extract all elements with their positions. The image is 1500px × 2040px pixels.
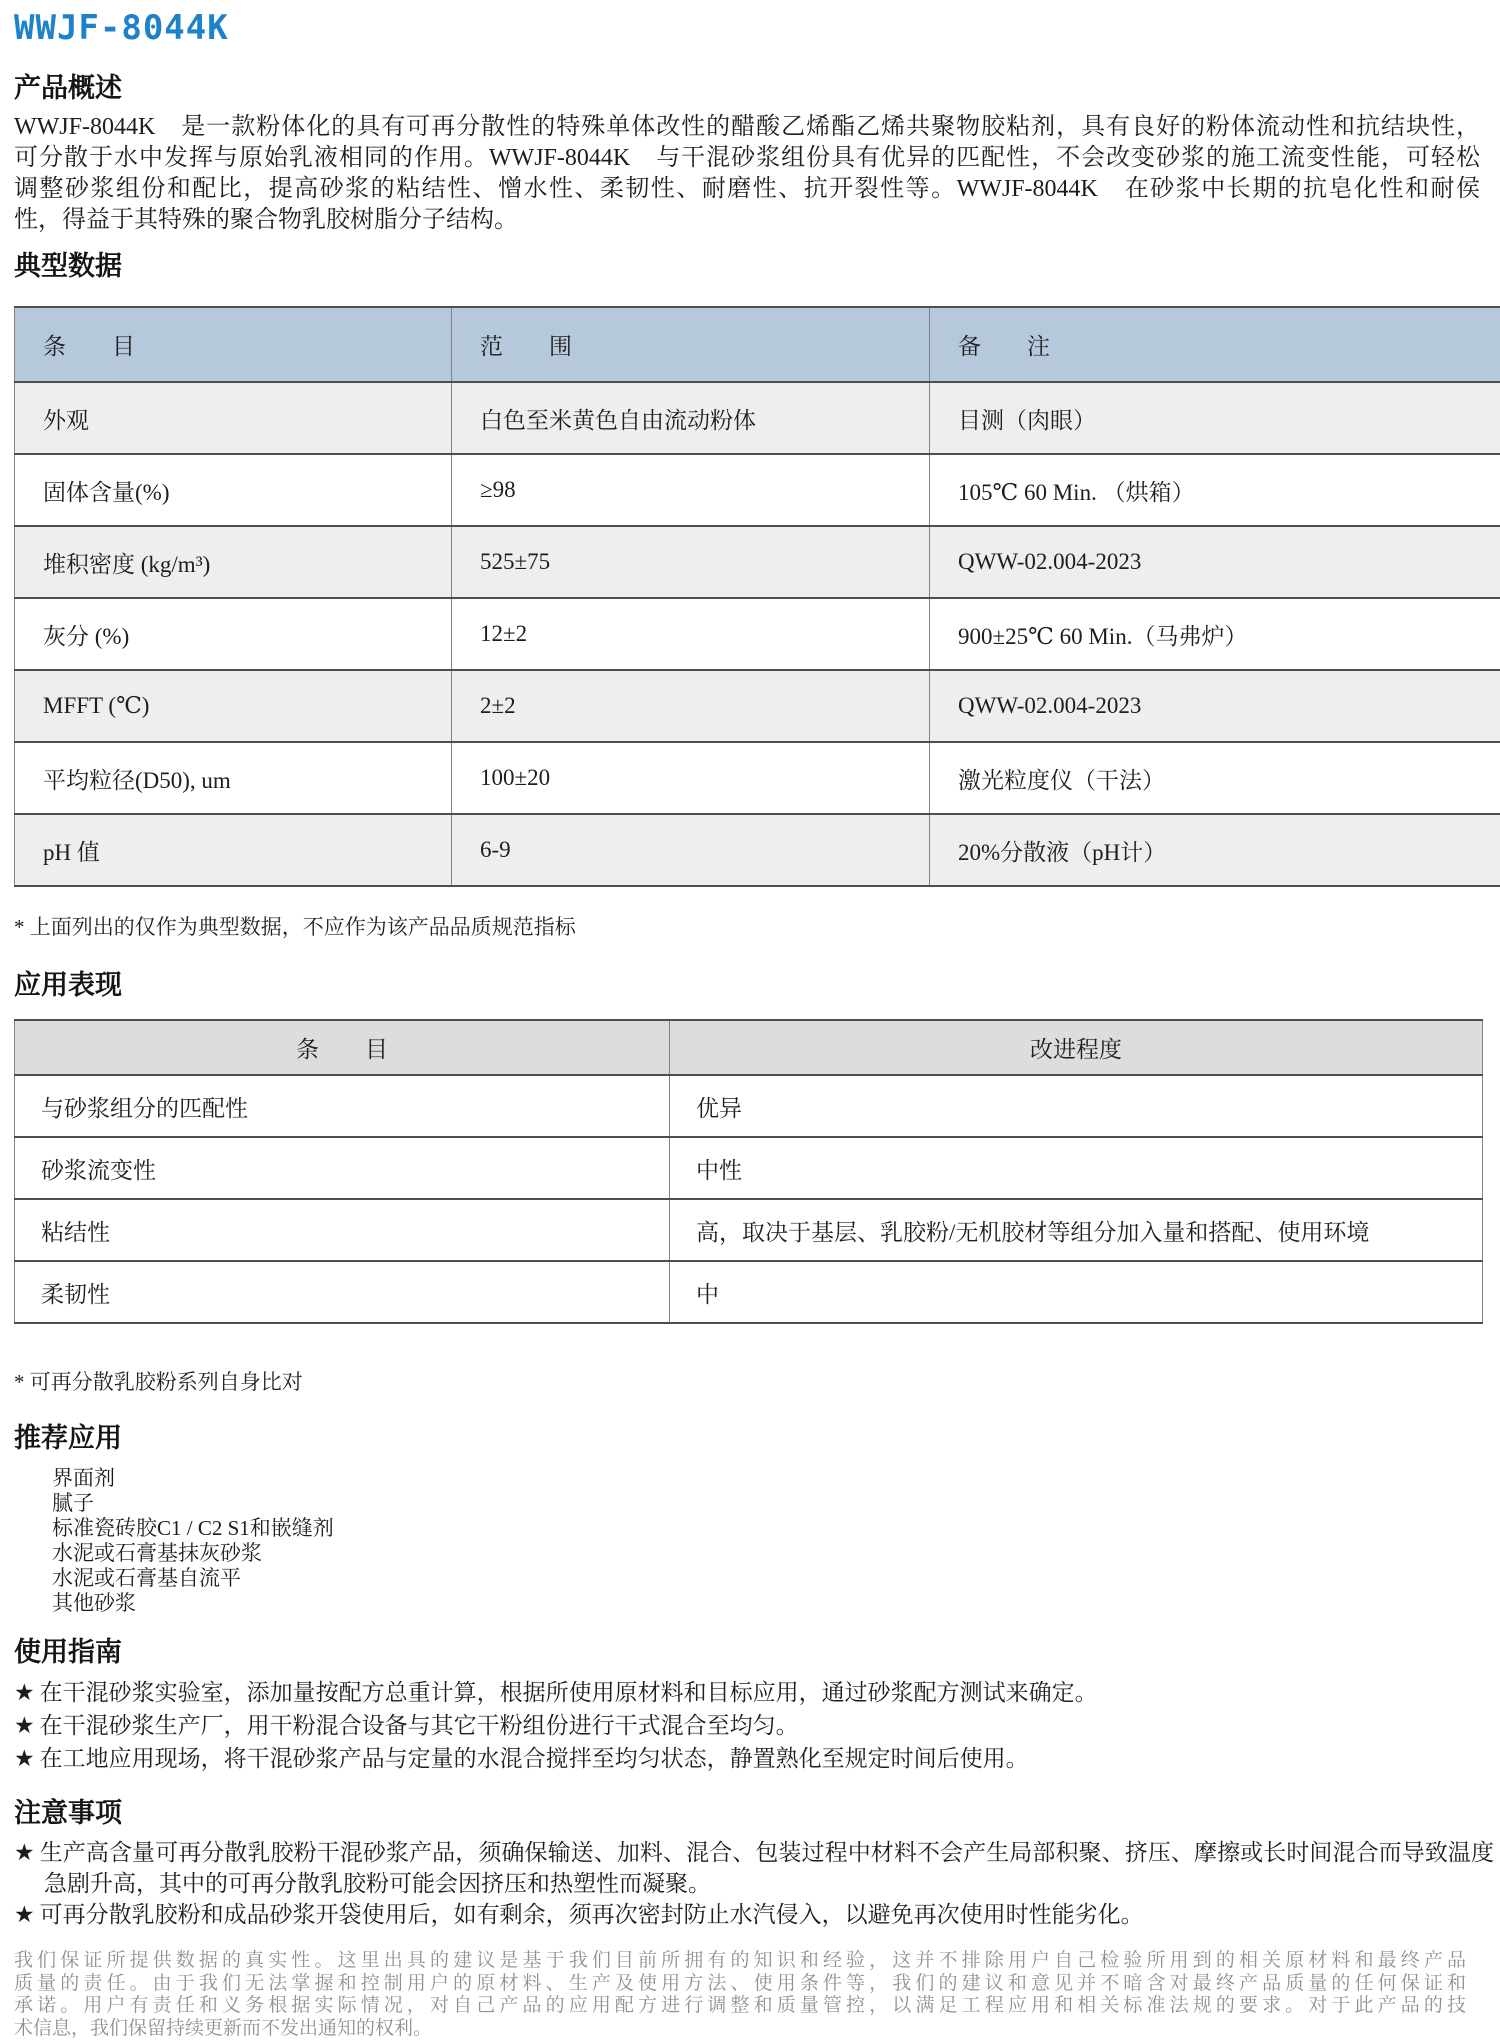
table-cell: 900±25℃ 60 Min.（马弗炉） [930, 598, 1500, 670]
star-item-text: 在工地应用现场，将干混砂浆产品与定量的水混合搅拌至均匀状态，静置熟化至规定时间后使用。 [40, 1746, 1029, 1771]
star-bullet: ★ [14, 1746, 40, 1771]
section-application-performance [14, 971, 1490, 1396]
typical-data-footnote: * 上面列出的仅作为典型数据，不应作为该产品品质规范指标 [14, 911, 1490, 941]
recommended-applications-list [14, 1466, 1490, 1616]
table-cell: 堆积密度 (kg/m³) [15, 526, 452, 598]
table-cell: QWW-02.004-2023 [930, 526, 1500, 598]
overview-line: 可分散于水中发挥与原始乳液相同的作用。WWJF-8044K 与干混砂浆组份具有优异的匹配性，不会改变砂浆的施工流变性能，可轻松 [14, 143, 1480, 174]
table-cell: MFFT (℃) [15, 670, 452, 742]
table-row [15, 598, 1500, 670]
star-item-text: 可再分散乳胶粉和成品砂浆开袋使用后，如有剩余，须再次密封防止水汽侵入，以避免再次使用时性能劣化。 [40, 1902, 1144, 1927]
table-cell: 柔韧性 [15, 1261, 670, 1323]
precaution-item [14, 1837, 1494, 1899]
section-overview [14, 74, 1490, 236]
list-item: 腻子 [52, 1491, 1490, 1516]
table-row [15, 1075, 1483, 1137]
disclaimer-line: 术信息，我们保留持续更新而不发出通知的权利。 [14, 2018, 1466, 2040]
list-item: 其他砂浆 [52, 1591, 1490, 1616]
star-bullet: ★ [14, 1713, 40, 1738]
overview-paragraph [14, 112, 1480, 236]
table-cell: 白色至米黄色自由流动粉体 [452, 382, 930, 454]
recommended-applications-heading: 推荐应用 [14, 1424, 1490, 1454]
column-header: 条 目 [15, 307, 452, 382]
application-performance-table [14, 1019, 1483, 1324]
table-row [15, 814, 1500, 886]
table-cell: 6-9 [452, 814, 930, 886]
usage-guide-list [14, 1676, 1494, 1775]
section-precautions [14, 1799, 1490, 1930]
list-item: 水泥或石膏基自流平 [52, 1566, 1490, 1591]
table-row [15, 382, 1500, 454]
usage-guide-heading: 使用指南 [14, 1638, 1490, 1668]
table-cell: 2±2 [452, 670, 930, 742]
table-cell: 外观 [15, 382, 452, 454]
column-header: 备 注 [930, 307, 1500, 382]
overview-line: 调整砂浆组份和配比，提高砂浆的粘结性、憎水性、柔韧性、耐磨性、抗开裂性等。WWJF-8044K 在砂浆中长期的抗皂化性和耐侯 [14, 174, 1480, 205]
list-item: 标准瓷砖胶C1 / C2 S1和嵌缝剂 [52, 1516, 1490, 1541]
star-item-text: 在干混砂浆生产厂，用干粉混合设备与其它干粉组份进行干式混合至均匀。 [40, 1713, 799, 1738]
table-cell: 105℃ 60 Min. （烘箱） [930, 454, 1500, 526]
typical-data-table [14, 306, 1500, 887]
usage-item [14, 1676, 1494, 1709]
table-cell: 525±75 [452, 526, 930, 598]
table-cell: ≥98 [452, 454, 930, 526]
disclaimer-line: 承诺。用户有责任和义务根据实际情况，对自己产品的应用配方进行调整和质量管控，以满足工程应用和相关标准法规的要求。对于此产品的技 [14, 1995, 1466, 2018]
table-cell: 20%分散液（pH计） [930, 814, 1500, 886]
table-cell: 中 [670, 1261, 1483, 1323]
disclaimer-line: 质量的责任。由于我们无法掌握和控制用户的原材料、生产及使用方法、使用条件等，我们的建议和意见并不暗含对最终产品质量的任何保证和 [14, 1973, 1466, 1996]
section-typical-data [14, 252, 1490, 941]
table-cell: 12±2 [452, 598, 930, 670]
disclaimer [14, 1950, 1466, 2040]
overview-heading: 产品概述 [14, 74, 1490, 104]
overview-line: 性，得益于其特殊的聚合物乳胶树脂分子结构。 [14, 205, 1480, 236]
table-cell: QWW-02.004-2023 [930, 670, 1500, 742]
precaution-item [14, 1899, 1494, 1930]
document-page [0, 8, 1500, 2040]
application-performance-heading: 应用表现 [14, 971, 1490, 1001]
table-cell: pH 值 [15, 814, 452, 886]
table-cell: 与砂浆组分的匹配性 [15, 1075, 670, 1137]
table-row [15, 1199, 1483, 1261]
disclaimer-line: 我们保证所提供数据的真实性。这里出具的建议是基于我们目前所拥有的知识和经验，这并不排除用户自己检验所用到的相关原材料和最终产品 [14, 1950, 1466, 1973]
table-row [15, 1137, 1483, 1199]
star-bullet: ★ [14, 1840, 40, 1865]
typical-data-heading: 典型数据 [14, 252, 1490, 282]
table-cell: 高，取决于基层、乳胶粉/无机胶材等组分加入量和搭配、使用环境 [670, 1199, 1483, 1261]
star-bullet: ★ [14, 1680, 40, 1705]
column-header: 条 目 [15, 1020, 670, 1075]
star-item-text: 生产高含量可再分散乳胶粉干混砂浆产品，须确保输送、加料、混合、包装过程中材料不会产生局部积聚、挤压、摩擦或长时间混合而导致温度急剧升高，其中的可再分散乳胶粉可能会因挤压和热塑性而凝聚。 [40, 1840, 1494, 1896]
section-recommended-applications [14, 1424, 1490, 1616]
table-cell: 灰分 (%) [15, 598, 452, 670]
table-cell: 固体含量(%) [15, 454, 452, 526]
table-cell: 目测（肉眼） [930, 382, 1500, 454]
star-item-text: 在干混砂浆实验室，添加量按配方总重计算，根据所使用原材料和目标应用，通过砂浆配方测试来确定。 [40, 1680, 1098, 1705]
usage-item [14, 1709, 1494, 1742]
precautions-heading: 注意事项 [14, 1799, 1490, 1829]
table-cell: 优异 [670, 1075, 1483, 1137]
list-item: 界面剂 [52, 1466, 1490, 1491]
table-cell: 粘结性 [15, 1199, 670, 1261]
application-footnote: * 可再分散乳胶粉系列自身比对 [14, 1366, 1490, 1396]
table-row [15, 526, 1500, 598]
table-row [15, 454, 1500, 526]
table-cell: 中性 [670, 1137, 1483, 1199]
usage-item [14, 1742, 1494, 1775]
column-header: 范 围 [452, 307, 930, 382]
table-row [15, 742, 1500, 814]
product-title: WWJF-8044K [14, 8, 1490, 48]
table-header-row [15, 307, 1500, 382]
precautions-list [14, 1837, 1494, 1930]
table-cell: 100±20 [452, 742, 930, 814]
list-item: 水泥或石膏基抹灰砂浆 [52, 1541, 1490, 1566]
table-row [15, 670, 1500, 742]
table-header-row [15, 1020, 1483, 1075]
overview-line: WWJF-8044K 是一款粉体化的具有可再分散性的特殊单体改性的醋酸乙烯酯乙烯共聚物胶粘剂，具有良好的粉体流动性和抗结块性， [14, 112, 1480, 143]
table-cell: 平均粒径(D50), um [15, 742, 452, 814]
table-cell: 激光粒度仪（干法） [930, 742, 1500, 814]
table-cell: 砂浆流变性 [15, 1137, 670, 1199]
star-bullet: ★ [14, 1902, 40, 1927]
column-header: 改进程度 [670, 1020, 1483, 1075]
section-usage-guide [14, 1638, 1490, 1775]
table-row [15, 1261, 1483, 1323]
